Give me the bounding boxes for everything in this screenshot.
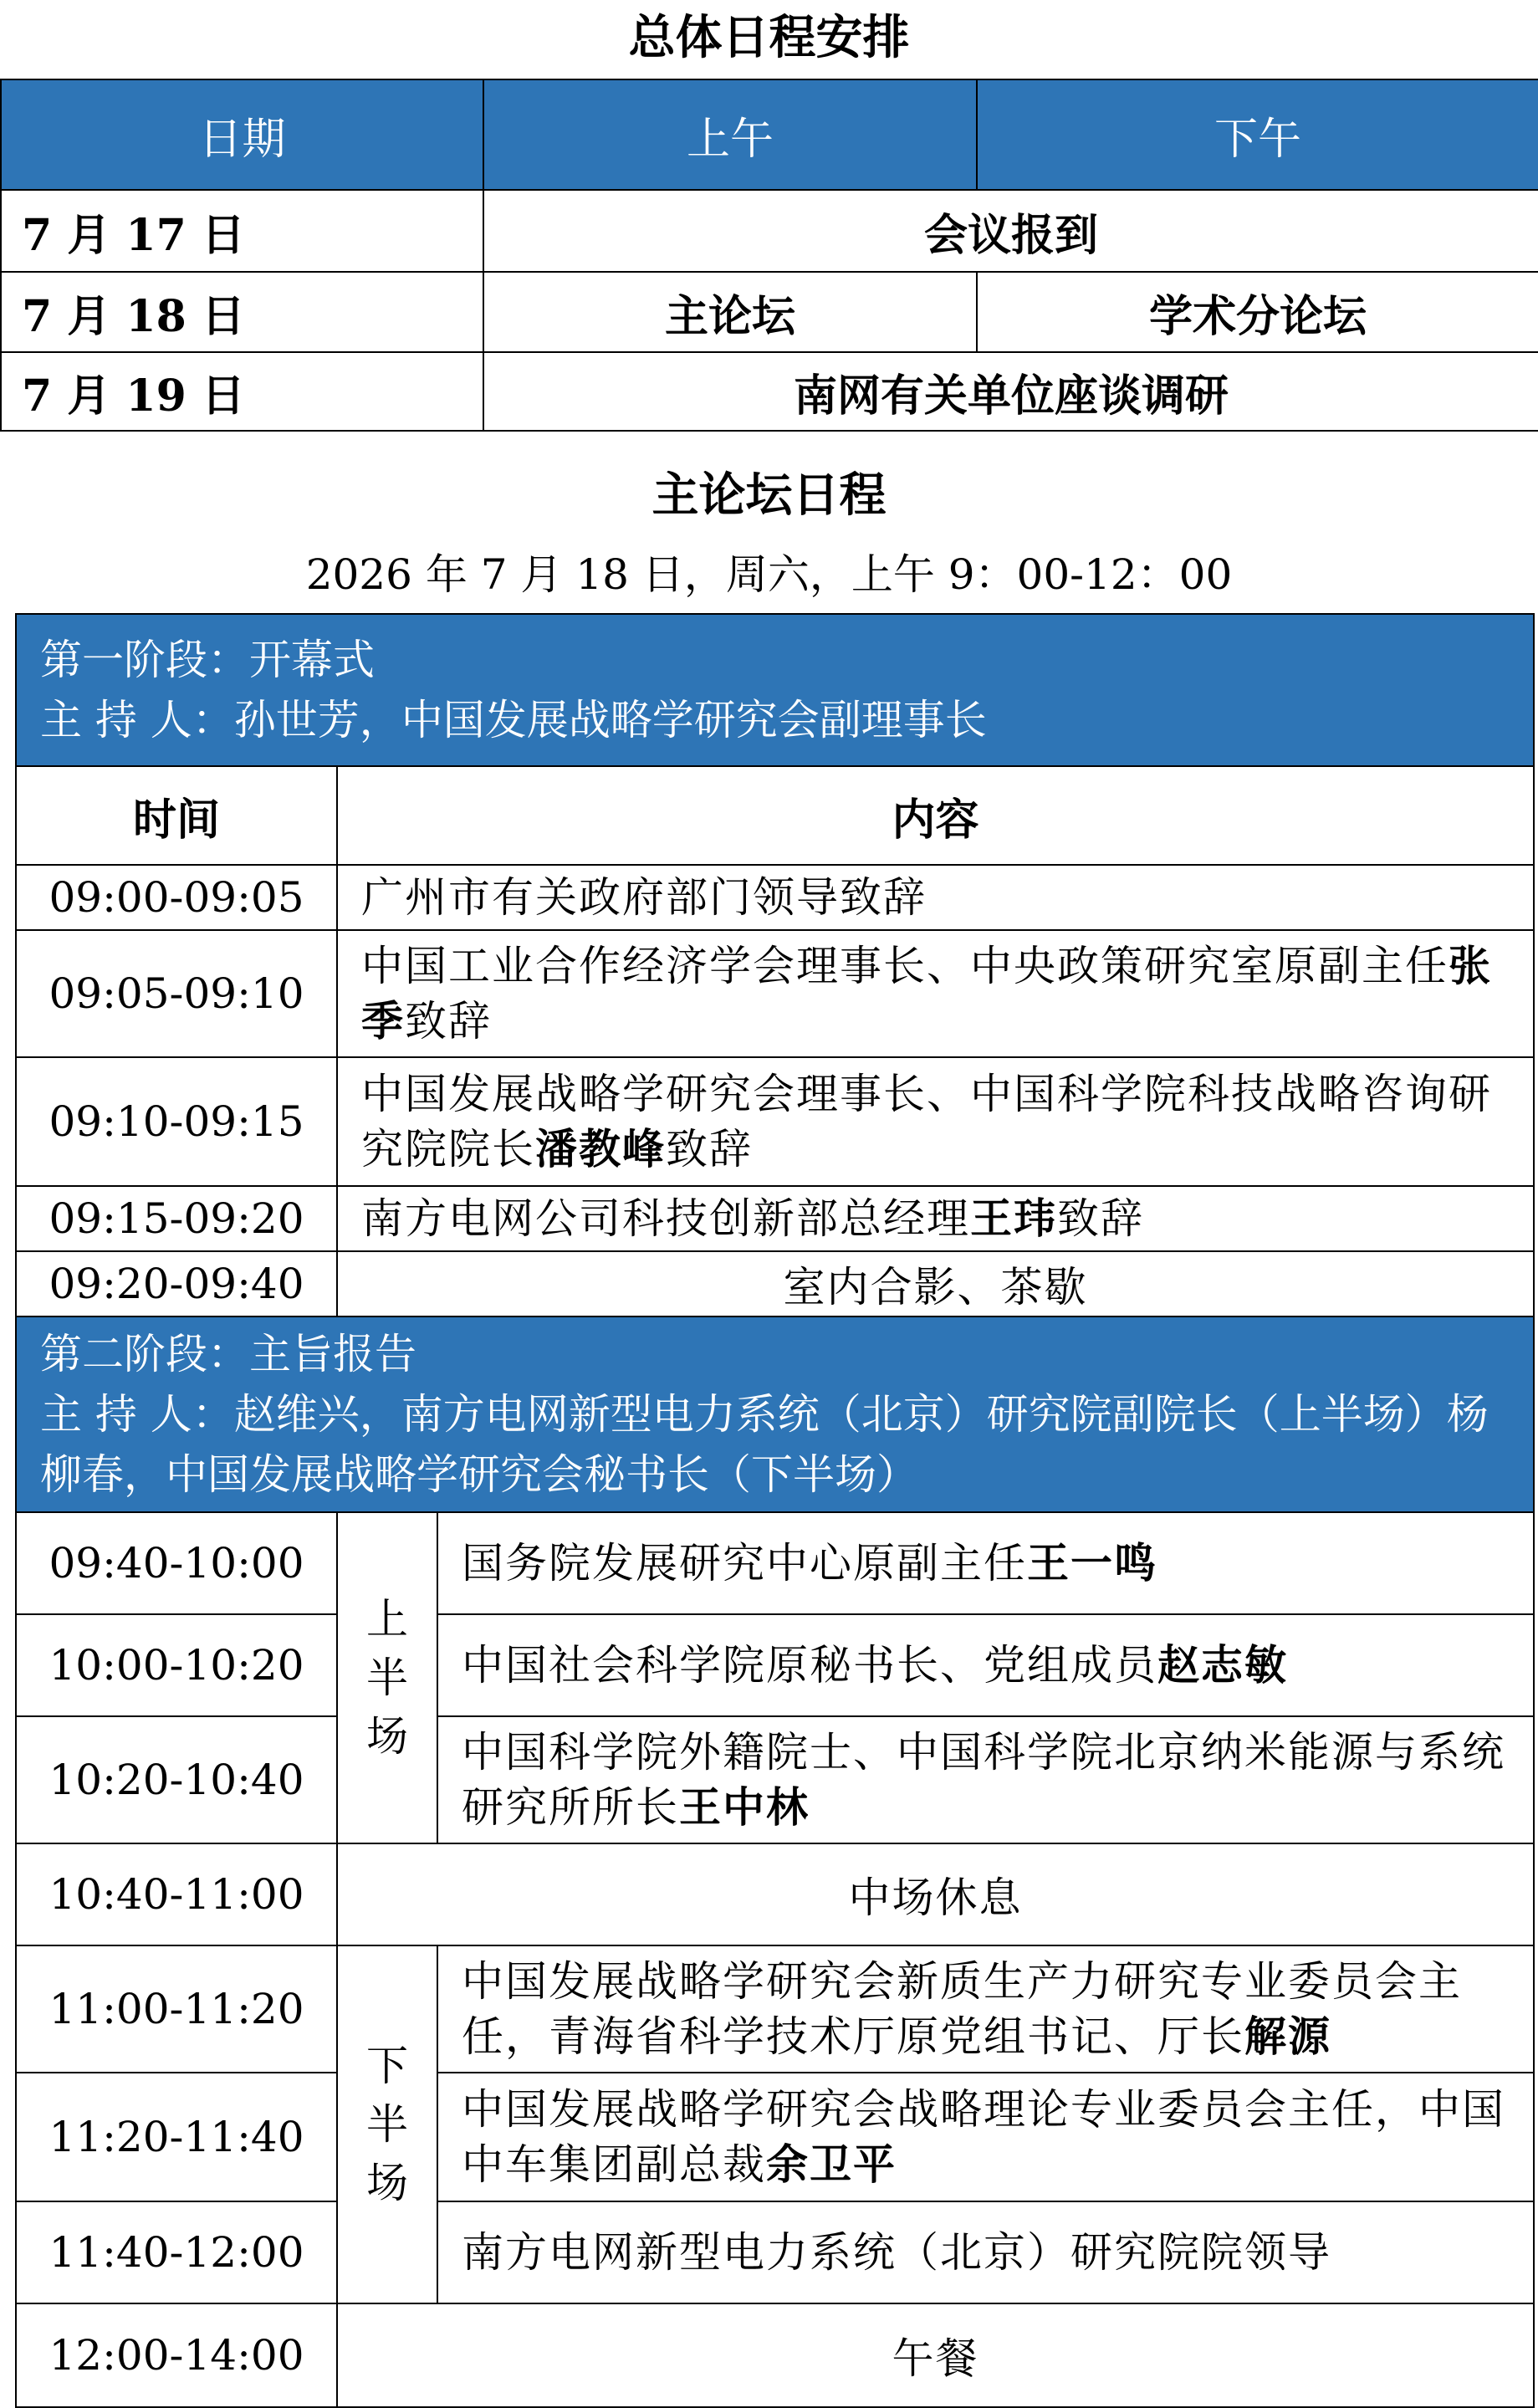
main-forum-subtitle: 2026 年 7 月 18 日，周六，上午 9：00-12：00 bbox=[305, 550, 1233, 599]
first-half-label: 上半场 bbox=[337, 1512, 437, 1843]
speaker-name: 张季 bbox=[361, 942, 1492, 1046]
column-header-row bbox=[16, 766, 1534, 865]
speaker-name: 潘教峰 bbox=[535, 1125, 666, 1173]
content-cell: 中国发展战略学研究会战略理论专业委员会主任，中国中车集团副总裁余卫平 bbox=[437, 2073, 1534, 2201]
content-cell: 南方电网新型电力系统（北京）研究院院领导 bbox=[437, 2201, 1534, 2303]
table-row bbox=[16, 1251, 1534, 1316]
table-row bbox=[16, 1614, 1534, 1716]
overview-title: 总体日程安排 bbox=[628, 11, 910, 65]
content-cell: 中国发展战略学研究会新质生产力研究专业委员会主任，青海省科学技术厅原党组书记、厅长解源 bbox=[437, 1945, 1534, 2073]
time-cell: 10:20-10:40 bbox=[16, 1716, 337, 1843]
content-cell: 南方电网公司科技创新部总经理王玮致辞 bbox=[337, 1186, 1534, 1251]
main-forum-title: 主论坛日程 bbox=[651, 468, 887, 523]
stage1-banner bbox=[16, 614, 1534, 766]
stage2-banner bbox=[16, 1316, 1534, 1512]
content-cell: 室内合影、茶歇 bbox=[337, 1251, 1534, 1316]
row-date: 7 月 18 日 bbox=[1, 272, 483, 352]
time-cell: 11:40-12:00 bbox=[16, 2201, 337, 2303]
stage1-host: 主 持 人：孙世芳，中国发展战略学研究会副理事长 bbox=[40, 696, 987, 744]
table-row bbox=[16, 1512, 1534, 1614]
table-row bbox=[16, 2201, 1534, 2303]
table-row bbox=[16, 2303, 1534, 2407]
time-cell: 11:20-11:40 bbox=[16, 2073, 337, 2201]
overview-row bbox=[1, 190, 1538, 272]
row-all-day: 南网有关单位座谈调研 bbox=[483, 352, 1538, 431]
header-date: 日期 bbox=[1, 79, 483, 190]
stage2-host: 主 持 人：赵维兴，南方电网新型电力系统（北京）研究院副院长（上半场）杨柳春，中国发展战略学研究会秘书长（下半场） bbox=[40, 1390, 1489, 1499]
table-row bbox=[16, 1057, 1534, 1186]
time-cell: 09:15-09:20 bbox=[16, 1186, 337, 1251]
time-cell: 09:40-10:00 bbox=[16, 1512, 337, 1614]
speaker-name: 王玮 bbox=[970, 1194, 1057, 1243]
speaker-name: 王一鸣 bbox=[1027, 1539, 1157, 1587]
content-cell: 广州市有关政府部门领导致辞 bbox=[337, 865, 1534, 930]
row-all-day: 会议报到 bbox=[483, 190, 1538, 272]
col-time-header: 时间 bbox=[16, 766, 337, 865]
overview-table bbox=[0, 79, 1538, 432]
table-row bbox=[16, 1186, 1534, 1251]
content-cell: 中国社会科学院原秘书长、党组成员赵志敏 bbox=[437, 1614, 1534, 1716]
time-cell: 11:00-11:20 bbox=[16, 1945, 337, 2073]
overview-header-row bbox=[1, 79, 1538, 190]
header-afternoon: 下午 bbox=[977, 79, 1538, 190]
speaker-name: 余卫平 bbox=[766, 2140, 897, 2189]
table-row bbox=[16, 2073, 1534, 2201]
content-cell: 国务院发展研究中心原副主任王一鸣 bbox=[437, 1512, 1534, 1614]
row-date: 7 月 17 日 bbox=[1, 190, 483, 272]
stage1-title: 第一阶段：开幕式 bbox=[40, 636, 375, 684]
speaker-name: 解源 bbox=[1244, 2012, 1331, 2061]
time-cell: 09:20-09:40 bbox=[16, 1251, 337, 1316]
table-row bbox=[16, 1716, 1534, 1843]
row-afternoon: 学术分论坛 bbox=[977, 272, 1538, 352]
table-row bbox=[16, 1843, 1534, 1945]
time-cell: 10:00-10:20 bbox=[16, 1614, 337, 1716]
content-cell: 中国工业合作经济学会理事长、中央政策研究室原副主任张季致辞 bbox=[337, 930, 1534, 1057]
content-cell: 中国发展战略学研究会理事长、中国科学院科技战略咨询研究院院长潘教峰致辞 bbox=[337, 1057, 1534, 1186]
header-morning: 上午 bbox=[483, 79, 977, 190]
overview-row bbox=[1, 272, 1538, 352]
row-morning: 主论坛 bbox=[483, 272, 977, 352]
content-cell: 中国科学院外籍院士、中国科学院北京纳米能源与系统研究所所长王中林 bbox=[437, 1716, 1534, 1843]
time-cell: 12:00-14:00 bbox=[16, 2303, 337, 2407]
table-row bbox=[16, 930, 1534, 1057]
speaker-name: 赵志敏 bbox=[1157, 1641, 1288, 1690]
main-forum-table bbox=[15, 613, 1535, 2408]
stage2-title: 第二阶段：主旨报告 bbox=[40, 1330, 416, 1378]
table-row bbox=[16, 865, 1534, 930]
time-cell: 09:00-09:05 bbox=[16, 865, 337, 930]
row-date: 7 月 19 日 bbox=[1, 352, 483, 431]
time-cell: 09:10-09:15 bbox=[16, 1057, 337, 1186]
time-cell: 09:05-09:10 bbox=[16, 930, 337, 1057]
overview-row bbox=[1, 352, 1538, 431]
lunch-cell: 午餐 bbox=[337, 2303, 1534, 2407]
speaker-name: 王中林 bbox=[679, 1783, 810, 1832]
table-row bbox=[16, 1945, 1534, 2073]
time-cell: 10:40-11:00 bbox=[16, 1843, 337, 1945]
col-content-header: 内容 bbox=[337, 766, 1534, 865]
break-cell: 中场休息 bbox=[337, 1843, 1534, 1945]
second-half-label: 下半场 bbox=[337, 1945, 437, 2303]
